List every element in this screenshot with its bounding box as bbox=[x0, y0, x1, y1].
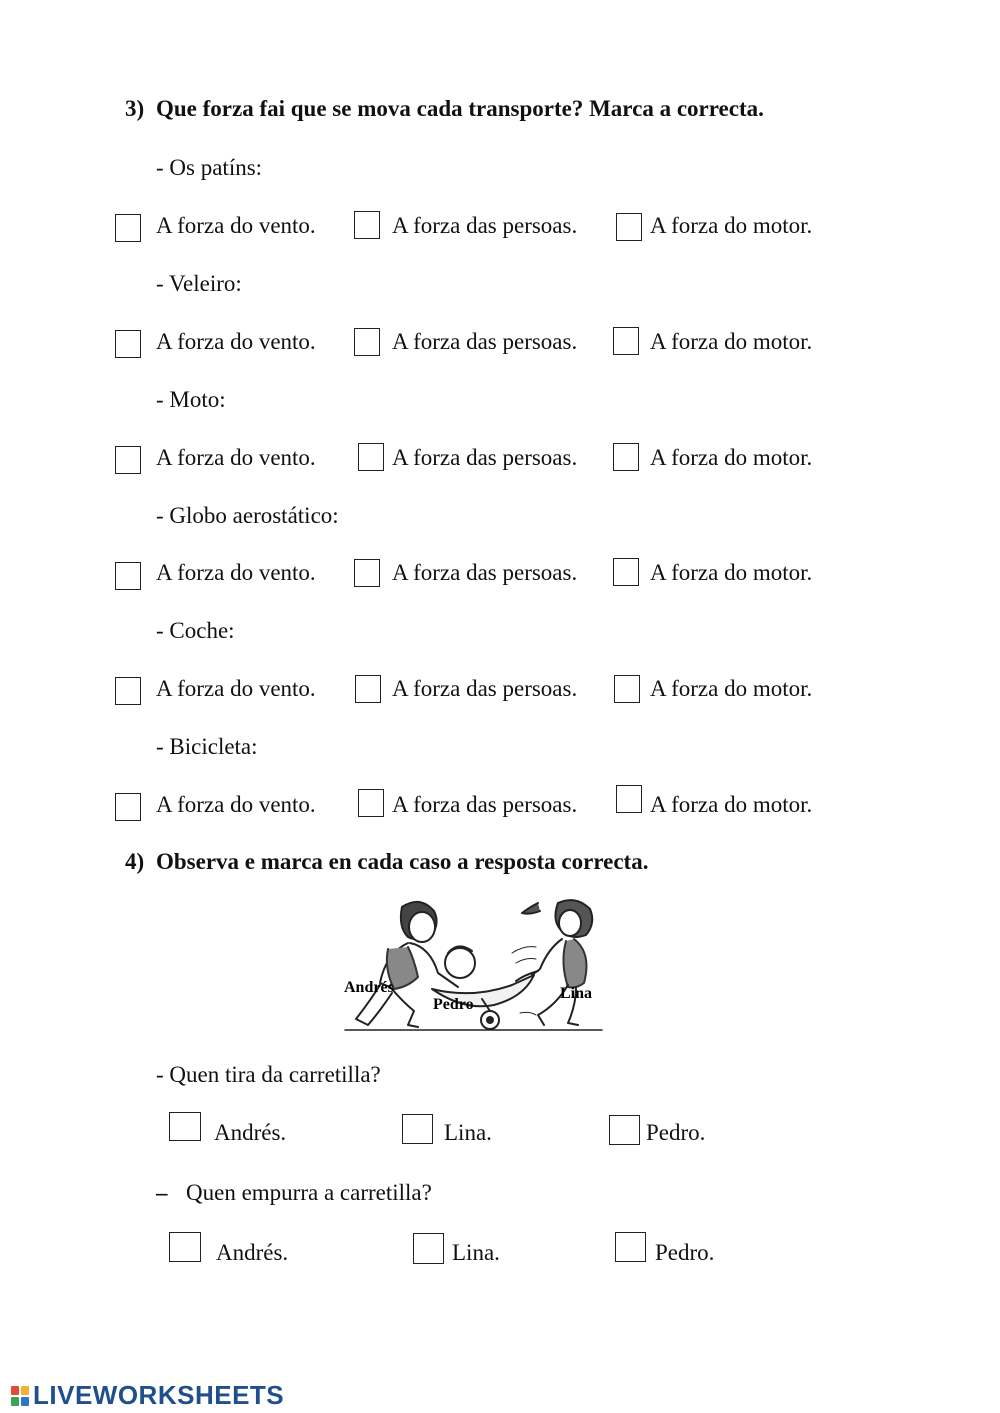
option-label: A forza das persoas. bbox=[392, 445, 578, 470]
checkbox-globo-motor[interactable] bbox=[613, 558, 639, 586]
option-label: Lina. bbox=[452, 1240, 500, 1265]
item-label-moto: - Moto: bbox=[156, 387, 226, 412]
checkbox-bicicleta-persoas[interactable] bbox=[358, 789, 384, 817]
label-andres: Andrés bbox=[344, 979, 394, 996]
checkbox-veleiro-vento[interactable] bbox=[115, 330, 141, 358]
option-label: A forza das persoas. bbox=[392, 213, 578, 238]
sub-question-prompt-pull: - Quen tira da carretilla? bbox=[156, 1062, 381, 1087]
option-label: A forza das persoas. bbox=[392, 329, 578, 354]
item-label-globo: - Globo aerostático: bbox=[156, 503, 339, 528]
option-label: A forza do motor. bbox=[650, 676, 813, 701]
option-label: Lina. bbox=[444, 1120, 492, 1145]
option-label: A forza do motor. bbox=[650, 445, 813, 470]
liveworksheets-brand bbox=[10, 1380, 284, 1411]
option-label: A forza do motor. bbox=[650, 792, 813, 817]
liveworksheets-logo-icon bbox=[10, 1385, 30, 1407]
option-label: A forza do vento. bbox=[156, 792, 316, 817]
checkbox-pull-andres[interactable] bbox=[169, 1112, 201, 1141]
checkbox-globo-persoas[interactable] bbox=[354, 559, 380, 587]
checkbox-moto-motor[interactable] bbox=[613, 443, 639, 471]
checkbox-moto-persoas[interactable] bbox=[358, 443, 384, 471]
option-label: Pedro. bbox=[646, 1120, 706, 1145]
sub-question-prompt-push: Quen empurra a carretilla? bbox=[186, 1180, 432, 1205]
option-label: A forza do motor. bbox=[650, 213, 813, 238]
checkbox-moto-vento[interactable] bbox=[115, 446, 141, 474]
option-label: A forza das persoas. bbox=[392, 560, 578, 585]
checkbox-coche-motor[interactable] bbox=[614, 675, 640, 703]
option-label: Pedro. bbox=[655, 1240, 715, 1265]
checkbox-pull-lina[interactable] bbox=[402, 1114, 433, 1144]
option-label: A forza do vento. bbox=[156, 445, 316, 470]
dash-bullet: – bbox=[156, 1180, 168, 1205]
wheelbarrow-illustration bbox=[340, 893, 605, 1035]
checkbox-patins-vento[interactable] bbox=[115, 214, 141, 242]
item-label-bicicleta: - Bicicleta: bbox=[156, 734, 258, 759]
checkbox-globo-vento[interactable] bbox=[115, 562, 141, 590]
item-label-patins: - Os patíns: bbox=[156, 155, 263, 180]
question-number: 3) bbox=[125, 96, 145, 121]
brand-text: LIVEWORKSHEETS bbox=[33, 1380, 285, 1410]
option-label: A forza do vento. bbox=[156, 560, 316, 585]
option-label: A forza do motor. bbox=[650, 329, 813, 354]
checkbox-bicicleta-motor[interactable] bbox=[616, 785, 642, 813]
label-lina: Lina bbox=[560, 985, 593, 1002]
checkbox-patins-persoas[interactable] bbox=[354, 211, 380, 239]
checkbox-veleiro-motor[interactable] bbox=[613, 327, 639, 355]
option-label: A forza do vento. bbox=[156, 213, 316, 238]
option-label: A forza das persoas. bbox=[392, 676, 578, 701]
checkbox-coche-vento[interactable] bbox=[115, 677, 141, 705]
option-label: A forza do vento. bbox=[156, 329, 316, 354]
question-number: 4) bbox=[125, 849, 145, 874]
item-label-veleiro: - Veleiro: bbox=[156, 271, 242, 296]
option-label: A forza do motor. bbox=[650, 560, 813, 585]
checkbox-push-andres[interactable] bbox=[169, 1232, 201, 1262]
question-title: Que forza fai que se mova cada transporte? Marca a correcta. bbox=[156, 96, 764, 121]
checkbox-push-lina[interactable] bbox=[413, 1233, 444, 1264]
checkbox-patins-motor[interactable] bbox=[616, 213, 642, 241]
checkbox-pull-pedro[interactable] bbox=[609, 1115, 640, 1145]
checkbox-bicicleta-vento[interactable] bbox=[115, 793, 141, 821]
checkbox-veleiro-persoas[interactable] bbox=[354, 328, 380, 356]
question-title: Observa e marca en cada caso a resposta correcta. bbox=[156, 849, 649, 874]
item-label-coche: - Coche: bbox=[156, 618, 235, 643]
checkbox-push-pedro[interactable] bbox=[615, 1232, 646, 1262]
option-label: Andrés. bbox=[214, 1120, 287, 1145]
option-label: A forza do vento. bbox=[156, 676, 316, 701]
checkbox-coche-persoas[interactable] bbox=[355, 675, 381, 703]
label-pedro: Pedro bbox=[433, 996, 474, 1013]
option-label: Andrés. bbox=[216, 1240, 289, 1265]
option-label: A forza das persoas. bbox=[392, 792, 578, 817]
